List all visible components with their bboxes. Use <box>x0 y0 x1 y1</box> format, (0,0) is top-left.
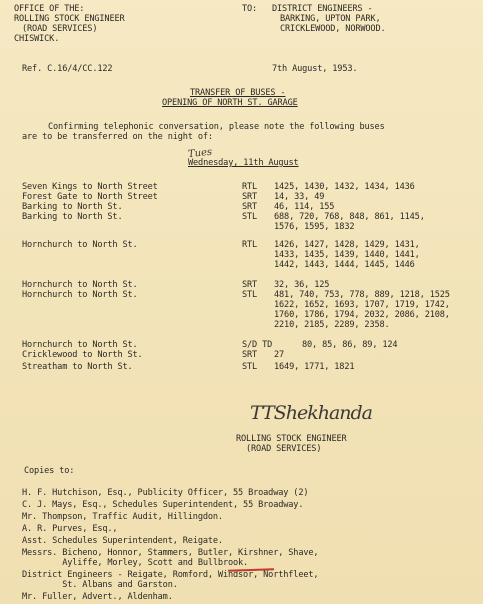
letter-date: 7th August, 1953. <box>272 64 358 74</box>
transfer-numbers: 1576, 1595, 1832 <box>274 222 355 232</box>
transfer-numbers: 14, 33, 49 <box>274 192 325 202</box>
subject-line-2: OPENING OF NORTH ST. GARAGE <box>162 98 298 108</box>
transfer-route: Forest Gate to North Street <box>22 192 158 202</box>
office-line-1: OFFICE OF THE: <box>14 4 85 14</box>
signatory-line-2: (ROAD SERVICES) <box>246 444 322 454</box>
transfer-type: SRT <box>242 202 258 212</box>
transfer-type: SRT <box>242 350 258 360</box>
transfer-numbers: 32, 36, 125 <box>274 280 330 290</box>
copy-recipient: C. J. Mays, Esq., Schedules Superintendent, 55 Broadway. <box>22 500 304 510</box>
transfer-numbers: 2210, 2185, 2289, 2358. <box>274 320 390 330</box>
to-line-2: BARKING, UPTON PARK, <box>280 14 381 24</box>
transfer-type: SRT <box>242 192 258 202</box>
transfer-numbers: 688, 720, 768, 848, 861, 1145, <box>274 212 425 222</box>
copies-label: Copies to: <box>24 466 75 476</box>
reference: Ref. C.16/4/CC.122 <box>22 64 113 74</box>
transfer-numbers: 1649, 1771, 1821 <box>274 362 355 372</box>
copy-recipient: Messrs. Bicheno, Honnor, Stammers, Butler, Kirshner, Shave, <box>22 548 319 558</box>
copy-recipient: District Engineers - Reigate, Romford, Windsor, Northfleet, <box>22 570 319 580</box>
transfer-numbers: 80, 85, 86, 89, 124 <box>302 340 398 350</box>
copy-recipient: Mr. Thompson, Traffic Audit, Hillingdon. <box>22 512 223 522</box>
office-line-4: CHISWICK. <box>14 34 60 44</box>
copy-recipient: H. F. Hutchison, Esq., Publicity Officer, 55 Broadway (2) <box>22 488 309 498</box>
transfer-route: Hornchurch to North St. <box>22 280 138 290</box>
transfer-route: Hornchurch to North St. <box>22 340 138 350</box>
office-line-2: ROLLING STOCK ENGINEER <box>14 14 125 24</box>
transfer-route: Streatham to North St. <box>22 362 133 372</box>
signatory-line-1: ROLLING STOCK ENGINEER <box>236 434 347 444</box>
transfer-numbers: 1426, 1427, 1428, 1429, 1431, <box>274 240 420 250</box>
transfer-type: S/D TD <box>242 340 273 350</box>
transfer-numbers: 1425, 1430, 1432, 1434, 1436 <box>274 182 415 192</box>
transfer-numbers: 1760, 1786, 1794, 2032, 2086, 2108, <box>274 310 450 320</box>
intro-line-2: are to be transferred on the night of: <box>22 132 213 142</box>
transfer-type: SRT <box>242 280 258 290</box>
to-label: TO: <box>242 4 258 14</box>
to-line-3: CRICKLEWOOD, NORWOOD. <box>280 24 386 34</box>
transfer-route: Seven Kings to North Street <box>22 182 158 192</box>
transfer-numbers: 46, 114, 155 <box>274 202 335 212</box>
transfer-route: Barking to North St. <box>22 212 123 222</box>
transfer-route: Cricklewood to North St. <box>22 350 143 360</box>
transfer-type: STL <box>242 212 258 222</box>
transfer-numbers: 1622, 1652, 1693, 1707, 1719, 1742, <box>274 300 450 310</box>
handwritten-day: Tues <box>187 146 213 161</box>
copy-recipient: Ayliffe, Morley, Scott and Bullbrook. <box>22 558 249 568</box>
transfer-route: Hornchurch to North St. <box>22 290 138 300</box>
transfer-date: Wednesday, 11th August <box>188 158 299 168</box>
copy-recipient: A. R. Purves, Esq., <box>22 524 118 534</box>
transfer-route: Barking to North St. <box>22 202 123 212</box>
subject-line-1: TRANSFER OF BUSES - <box>190 88 286 98</box>
transfer-type: RTL <box>242 182 258 192</box>
office-line-3: (ROAD SERVICES) <box>22 24 98 34</box>
copy-recipient: Mr. Fuller, Advert., Aldenham. <box>22 592 173 602</box>
transfer-numbers: 27 <box>274 350 285 360</box>
transfer-numbers: 1442, 1443, 1444, 1445, 1446 <box>274 260 415 270</box>
transfer-type: STL <box>242 290 258 300</box>
signature: TTShekhanda <box>250 402 372 424</box>
transfer-route: Hornchurch to North St. <box>22 240 138 250</box>
copy-recipient: St. Albans and Garston. <box>22 580 178 590</box>
to-line-1: DISTRICT ENGINEERS - <box>272 4 373 14</box>
transfer-numbers: 1433, 1435, 1439, 1440, 1441, <box>274 250 420 260</box>
transfer-type: RTL <box>242 240 258 250</box>
transfer-type: STL <box>242 362 258 372</box>
copy-recipient: Asst. Schedules Superintendent, Reigate. <box>22 536 223 546</box>
intro-line-1: Confirming telephonic conversation, please note the following buses <box>48 122 385 132</box>
transfer-numbers: 481, 740, 753, 778, 889, 1218, 1525 <box>274 290 450 300</box>
